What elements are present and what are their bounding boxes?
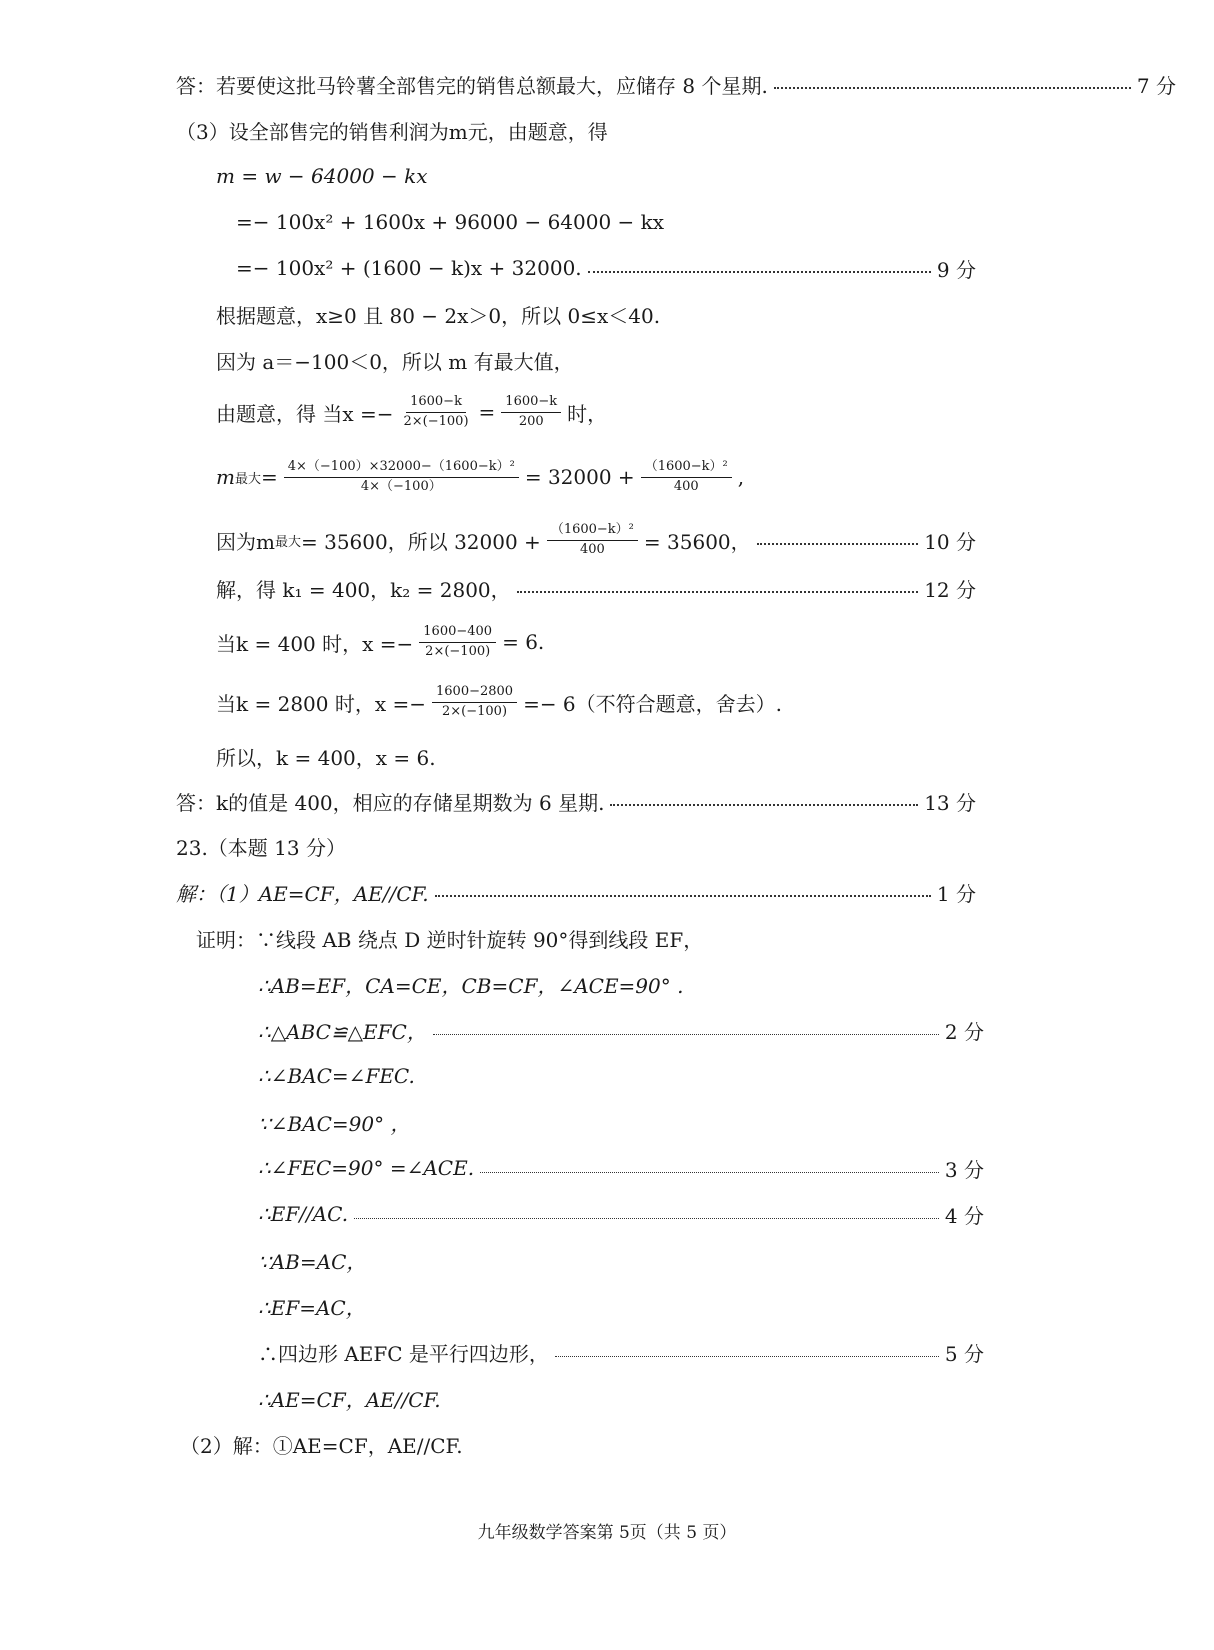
- line-text: ∴△ABC≌△EFC，: [258, 1019, 427, 1044]
- line-text: 解，得 k₁ = 400，k₂ = 2800，: [216, 577, 511, 602]
- fraction-numerator: 1600−k: [406, 395, 466, 412]
- score-label: 7 分: [1136, 73, 1176, 98]
- subscript-max: 最大: [234, 471, 261, 487]
- max-value-line: [0, 340, 1214, 380]
- line-text: ∴∠FEC=90° =∠ACE.: [258, 1156, 475, 1180]
- line-text: ∵AB=AC，: [258, 1249, 367, 1274]
- line-text: ∵∠BAC=90° ，: [258, 1111, 411, 1136]
- line-suffix: = 6.: [502, 630, 545, 654]
- fraction-numerator: 1600−k: [501, 395, 561, 412]
- line-text: （3）设全部售完的销售利润为m元，由题意，得: [176, 119, 608, 144]
- case-k-400-line: [0, 618, 1214, 666]
- fraction-numerator: （1600−k）²: [547, 523, 638, 540]
- dot-leader: [433, 1034, 939, 1035]
- equation-text: =− 100x² + 1600x + 96000 − 64000 − kx: [236, 210, 665, 234]
- line-text: ∴AE=CF，AE//CF.: [258, 1387, 441, 1412]
- proof-step: [0, 1286, 1214, 1326]
- part-3-heading: [0, 110, 1214, 150]
- line-prefix: 当k = 400 时，x =−: [216, 631, 414, 656]
- fraction-denominator: 200: [518, 413, 544, 429]
- equals-sign: =: [260, 465, 278, 489]
- line-suffix: = 35600，: [643, 529, 751, 554]
- fraction-denominator: 4×（−100）: [360, 478, 442, 494]
- line-suffix: 时，: [567, 401, 608, 426]
- fraction: [419, 625, 496, 659]
- proof-step-scored: [0, 1148, 984, 1188]
- fraction: [641, 460, 732, 494]
- fraction-numerator: 1600−2800: [432, 685, 517, 702]
- fraction: [400, 395, 473, 429]
- equation-text: m = w − 64000 − kx: [216, 164, 428, 188]
- line-text: ∴四边形 AEFC 是平行四边形，: [258, 1341, 549, 1366]
- dot-leader: [480, 1172, 939, 1173]
- fraction-denominator: 2×(−100): [425, 643, 491, 659]
- dot-leader: [354, 1218, 939, 1219]
- fraction: [284, 460, 519, 494]
- solution-part-1-line: [0, 872, 976, 912]
- proof-step-scored: [0, 1194, 984, 1234]
- equation-text: =− 100x² + (1600 − k)x + 32000.: [236, 256, 582, 280]
- line-text: ∴EF=AC，: [258, 1295, 366, 1320]
- vertex-formula-line: [0, 388, 1214, 436]
- line-text: ∴EF//AC.: [258, 1202, 349, 1226]
- fraction-denominator: 2×(−100): [442, 703, 508, 719]
- score-label: 12 分: [924, 577, 976, 602]
- dot-leader: [774, 87, 1131, 89]
- line-text: 23.（本题 13 分）: [176, 835, 346, 860]
- domain-condition-line: [0, 294, 1214, 334]
- score-label: 1 分: [936, 881, 976, 906]
- question-23-heading: [0, 826, 1214, 866]
- fraction-denominator: 2×(−100): [403, 413, 469, 429]
- variable-m: m: [216, 465, 235, 489]
- middle-text: = 32000 +: [524, 465, 635, 489]
- fraction-denominator: 400: [579, 541, 605, 557]
- proof-step: [0, 964, 1214, 1004]
- line-text: 解：（1）AE=CF，AE//CF.: [176, 881, 429, 906]
- fraction-numerator: 1600−400: [419, 625, 496, 642]
- fraction-denominator: 400: [673, 478, 699, 494]
- fraction-numerator: 4×（−100）×32000−（1600−k）²: [284, 460, 519, 477]
- subscript-max: 最大: [274, 534, 301, 550]
- line-prefix: 由题意，得 当x =−: [216, 401, 394, 426]
- line-prefix: 当k = 2800 时，x =−: [216, 691, 426, 716]
- dot-leader: [757, 543, 919, 545]
- score-label: 4 分: [944, 1203, 984, 1228]
- dot-leader: [588, 271, 931, 273]
- score-label: 9 分: [936, 257, 976, 282]
- line-text: ∴AB=EF，CA=CE，CB=CF，∠ACE=90° .: [258, 973, 684, 998]
- max-formula-line: [0, 452, 1214, 502]
- fraction: [501, 395, 561, 429]
- answer-line-storage-weeks: [0, 64, 1176, 104]
- proof-step: [0, 1056, 1214, 1096]
- line-text: 因为 a＝−100＜0，所以 m 有最大值，: [216, 349, 574, 374]
- proof-step-scored: [0, 1010, 984, 1050]
- dot-leader: [517, 591, 919, 593]
- max-equation-line: [0, 515, 976, 565]
- line-suffix: ,: [737, 465, 745, 489]
- equation-line-scored: [0, 248, 976, 288]
- page-footer: 九年级数学答案第 5页（共 5 页）: [477, 1523, 737, 1543]
- case-k-2800-line: [0, 678, 1214, 726]
- proof-step: [0, 1102, 1214, 1142]
- answer-line-k-value: [0, 781, 976, 821]
- line-suffix: =− 6（不符合题意，舍去）.: [523, 691, 783, 716]
- line-text: 所以，k = 400，x = 6.: [216, 745, 436, 770]
- solution-k-line: [0, 568, 976, 608]
- dot-leader: [435, 895, 931, 897]
- equals-sign: =: [478, 400, 496, 424]
- conclusion-line: [0, 736, 1214, 776]
- fraction: [547, 523, 638, 557]
- line-text: ∴∠BAC=∠FEC.: [258, 1064, 415, 1088]
- dot-leader: [610, 804, 918, 806]
- dot-leader: [555, 1356, 939, 1357]
- fraction-numerator: （1600−k）²: [641, 460, 732, 477]
- line-text: 根据题意，x≥0 且 80 − 2x＞0，所以 0≤x＜40.: [216, 303, 661, 328]
- line-text: 证明：∵线段 AB 绕点 D 逆时针旋转 90°得到线段 EF，: [196, 927, 704, 952]
- proof-step: [0, 1240, 1214, 1280]
- proof-step-scored: [0, 1332, 984, 1372]
- score-label: 5 分: [944, 1341, 984, 1366]
- proof-start-line: [0, 918, 1214, 958]
- equation-line: [0, 156, 1214, 196]
- fraction: [432, 685, 517, 719]
- line-text: 答：若要使这批马铃薯全部售完的销售总额最大，应储存 8 个星期.: [176, 73, 768, 98]
- line-prefix: 因为m: [216, 529, 275, 554]
- middle-text: = 35600，所以 32000 +: [300, 529, 541, 554]
- equation-line: [0, 202, 1214, 242]
- proof-step: [0, 1378, 1214, 1418]
- score-label: 13 分: [924, 790, 976, 815]
- line-text: （2）解：①AE=CF，AE//CF.: [180, 1433, 463, 1458]
- score-label: 2 分: [944, 1019, 984, 1044]
- score-label: 3 分: [944, 1157, 984, 1182]
- line-text: 答：k的值是 400，相应的存储星期数为 6 星期.: [176, 790, 605, 815]
- part-2-solution-line: [0, 1424, 1214, 1464]
- score-label: 10 分: [924, 529, 976, 554]
